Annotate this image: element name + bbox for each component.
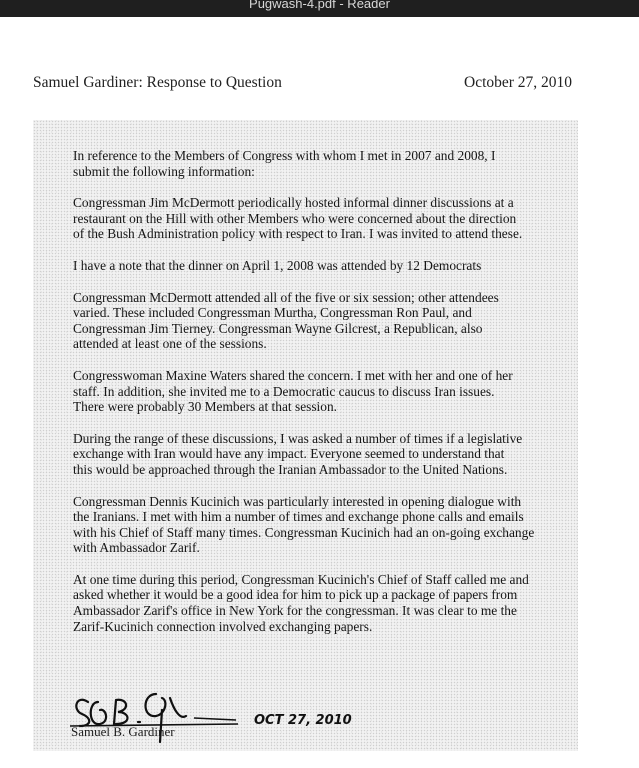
letter-line: the Iranians. I met with him a number of times and exchange phone calls and emails: [73, 509, 524, 525]
letter-line: There were probably 30 Members at that session.: [73, 399, 338, 415]
letter-line: Zarif-Kucinich connection involved exchanging papers.: [73, 618, 373, 634]
letter-line: this would be approached through the Iranian Ambassador to the United Nations.: [73, 461, 508, 477]
letter-body: [73, 148, 573, 650]
letter-line: I have a note that the dinner on April 1, 2008 was attended by 12 Democrats: [73, 257, 482, 273]
letter-line: attended at least one of the sessions.: [73, 336, 267, 352]
letter-paragraph: [73, 148, 573, 179]
letter-paragraph: [73, 431, 573, 478]
window-title: Pugwash-4.pdf - Reader: [249, 0, 390, 11]
letter-line: In reference to the Members of Congress with whom I met in 2007 and 2008, I: [73, 148, 496, 163]
letter-line: Congressman Jim Tierney. Congressman Wayne Gilcrest, a Republican, also: [73, 320, 483, 336]
letter-line: Ambassador Zarif's office in New York for the congressman. It was clear to me the: [73, 603, 517, 619]
window-title-bar: [0, 0, 639, 17]
letter-line: of the Bush Administration policy with respect to Iran. I was invited to attend these.: [73, 226, 523, 242]
letter-line: varied. These included Congressman Murtha, Congressman Ron Paul, and: [73, 305, 472, 321]
letter-line: submit the following information:: [73, 163, 255, 179]
letter-line: At one time during this period, Congressman Kucinich's Chief of Staff called me and: [73, 571, 529, 587]
letter-line: Congresswoman Maxine Waters shared the concern. I met with her and one of her: [73, 367, 513, 383]
letter-paragraph: [73, 368, 573, 415]
letter-line: with Ambassador Zarif.: [73, 540, 200, 556]
letter-line: Congressman Jim McDermott periodically hosted informal dinner discussions at a: [73, 195, 514, 211]
letter-line: During the range of these discussions, I was asked a number of times if a legislative: [73, 430, 523, 446]
letter-paragraph: [73, 572, 573, 634]
letter-line: exchange with Iran would have any impact. Everyone seemed to understand that: [73, 446, 505, 462]
letter-line: Congressman McDermott attended all of the five or six session; other attendees: [73, 289, 499, 305]
letter-line: with his Chief of Staff many times. Congressman Kucinich had an on-going exchange: [73, 524, 535, 540]
letter-paragraph: [73, 258, 573, 274]
letter-line: staff. In addition, she invited me to a Democratic caucus to discuss Iran issues.: [73, 383, 495, 399]
letter-line: Congressman Dennis Kucinich was particularly interested in opening dialogue with: [73, 493, 522, 509]
signature-date-handwritten: OCT 27, 2010: [254, 713, 352, 728]
document-header-title: Samuel Gardiner: Response to Question: [33, 74, 282, 91]
letter-line: asked whether it would be a good idea for him to pick up a package of papers from: [73, 587, 518, 603]
letter-line: restaurant on the Hill with other Members who were concerned about the direction: [73, 210, 517, 226]
letter-paragraph: [73, 195, 573, 242]
signatory-printed-name: Samuel B. Gardiner: [71, 724, 175, 739]
letter-paragraph: [73, 290, 573, 352]
letter-paragraph: [73, 494, 573, 556]
document-header-date: October 27, 2010: [464, 74, 573, 91]
